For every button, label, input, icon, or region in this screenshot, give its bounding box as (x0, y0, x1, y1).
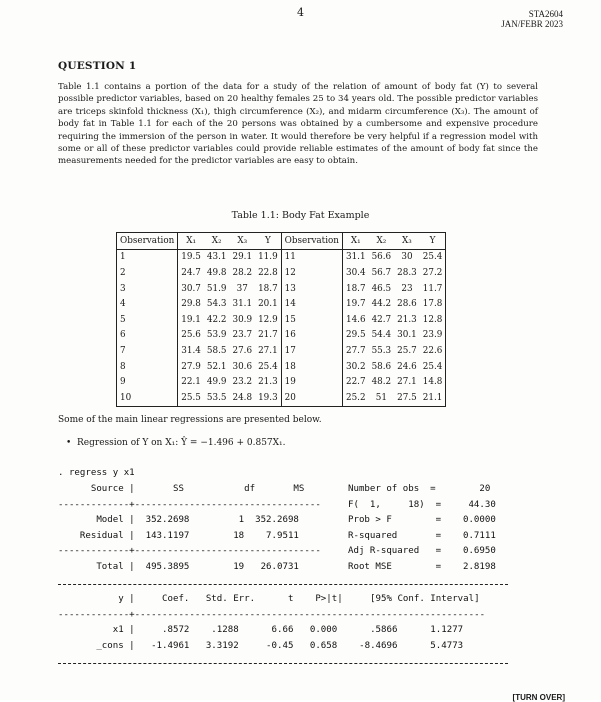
table-cell: 17 (281, 343, 342, 359)
divider (58, 584, 508, 585)
question-title: QUESTION 1 (58, 60, 137, 72)
table-cell: 27.6 (232, 345, 253, 356)
table-row (117, 265, 446, 281)
col-header: X₁ (342, 233, 368, 250)
table-row (117, 390, 446, 406)
table-cell: 19 (281, 374, 342, 390)
table-cell: 27.7 (345, 345, 366, 356)
table-cell: 30.4 (345, 267, 366, 278)
table-cell: 21.7 (258, 330, 278, 341)
col-header: X₂ (204, 233, 230, 250)
table-cell: 58.5 (206, 345, 227, 356)
table-header-row (117, 233, 446, 250)
course-code: STA2604 (528, 9, 563, 19)
table-cell: 30.9 (232, 314, 253, 325)
regressions-intro: Some of the main linear regressions are presented below. (58, 415, 322, 425)
table-row (117, 359, 446, 375)
table-cell: 27.5 (394, 390, 420, 406)
bullet-dot: • (66, 438, 78, 448)
stat-line: Number of obs = 20 (348, 484, 491, 494)
table-cell: 11.9 (258, 252, 278, 263)
table-cell: 18.7 (258, 283, 278, 294)
table-cell: 21.3 (397, 314, 417, 325)
table-cell: 12.8 (420, 312, 446, 328)
stat-line: Root MSE = 2.8198 (348, 561, 496, 572)
table-cell: 2 (117, 265, 178, 281)
col-header: Y (255, 233, 281, 250)
table-row (117, 296, 446, 312)
model-statistics (348, 482, 496, 576)
table-cell: 1 (117, 249, 178, 265)
table-cell: 44.2 (371, 299, 392, 310)
table-cell: 52.1 (206, 361, 227, 372)
table-cell: 3 (117, 281, 178, 297)
anova-line: -------------+---------------------------------- (58, 546, 321, 557)
table-cell: 42.7 (371, 314, 392, 325)
table-cell: 20 (281, 390, 342, 406)
table-cell: 22.6 (420, 343, 446, 359)
table-cell: 5 (117, 312, 178, 328)
table-cell: 31.1 (345, 252, 366, 263)
table-cell: 25.2 (342, 390, 368, 406)
table-cell: 27.9 (181, 361, 201, 372)
table-cell: 31.1 (232, 299, 253, 310)
stat-line: F( 1, 18) = 44.30 (348, 499, 496, 510)
table-cell: 42.2 (206, 314, 227, 325)
table-cell: 22.1 (181, 377, 201, 388)
table-cell: 17.8 (420, 296, 446, 312)
table-cell: 19.5 (181, 252, 201, 263)
table-row (117, 343, 446, 359)
table-cell: 25.4 (258, 361, 278, 372)
table-cell: 4 (117, 296, 178, 312)
table-row (117, 281, 446, 297)
coef-line: y | Coef. Std. Err. t P>|t| [95% Conf. Interval] (58, 594, 480, 604)
table-cell: 24.8 (229, 390, 255, 406)
table-cell: 48.2 (371, 377, 392, 388)
table-cell: 9 (117, 374, 178, 390)
table-cell: 30.1 (397, 330, 417, 341)
table-cell: 51 (369, 390, 395, 406)
table-row (117, 249, 446, 265)
col-header: Observation (281, 233, 342, 250)
col-header: Observation (117, 233, 178, 250)
col-header: X₂ (369, 233, 395, 250)
anova-line: Source | SS df MS (58, 484, 305, 494)
table-cell: 25.6 (181, 330, 201, 341)
table-body (117, 249, 446, 406)
table-cell: 7 (117, 343, 178, 359)
table-caption: Table 1.1: Body Fat Example (231, 210, 370, 221)
table-cell: 58.6 (371, 361, 392, 372)
table-cell: 25.4 (420, 359, 446, 375)
anova-line: Model | 352.2698 1 352.2698 (58, 515, 299, 526)
table-cell: 14.8 (420, 374, 446, 390)
table-cell: 49.8 (206, 267, 227, 278)
table-cell: 19.1 (181, 314, 201, 325)
table-cell: 8 (117, 359, 178, 375)
coef-line: x1 | .8572 .1288 6.66 0.000 .5866 1.1277 (58, 625, 464, 636)
table-cell: 25.4 (420, 249, 446, 265)
table-cell: 46.5 (371, 283, 392, 294)
table-cell: 30 (401, 252, 413, 263)
col-header: Y (420, 233, 446, 250)
table-cell: 24.7 (181, 267, 201, 278)
table-cell: 28.6 (397, 299, 417, 310)
divider (58, 663, 508, 664)
table-cell: 21.3 (258, 377, 278, 388)
table-cell: 13 (281, 281, 342, 297)
table-cell: 56.6 (371, 252, 392, 263)
col-header: X₁ (178, 233, 204, 250)
stata-command: . regress y x1 (58, 468, 135, 478)
col-header: X₃ (394, 233, 420, 250)
table-cell: 23 (401, 283, 413, 294)
table-cell: 27.2 (420, 265, 446, 281)
table-cell: 31.4 (181, 345, 201, 356)
anova-line: Residual | 143.1197 18 7.9511 (58, 530, 299, 541)
table-cell: 28.3 (397, 267, 417, 278)
stat-line: Prob > F = 0.0000 (348, 515, 496, 526)
table-cell: 27.1 (397, 377, 417, 388)
table-cell: 29.8 (181, 299, 201, 310)
table-cell: 16 (281, 328, 342, 344)
table-cell: 53.9 (206, 330, 227, 341)
table-cell: 53.5 (204, 390, 230, 406)
table-cell: 19.7 (345, 299, 366, 310)
table-cell: 51.9 (206, 283, 227, 294)
table-cell: 56.7 (371, 267, 392, 278)
body-fat-table (116, 232, 446, 407)
table-cell: 15 (281, 312, 342, 328)
coef-line: -------------+---------------------------------------------------------------- (58, 609, 486, 620)
anova-line: Total | 495.3895 19 26.0731 (58, 561, 299, 572)
table-cell: 18.7 (345, 283, 366, 294)
table-cell: 27.1 (258, 345, 278, 356)
col-header: X₃ (229, 233, 255, 250)
regression-equation: Regression of Y on X₁: Ŷ = −1.496 + 0.857X₁. (77, 438, 286, 448)
table-cell: 25.7 (397, 345, 417, 356)
table-cell: 22.7 (345, 377, 366, 388)
table-cell: 12.9 (258, 314, 278, 325)
turn-over-note: [TURN OVER] (512, 693, 565, 702)
table-row (117, 312, 446, 328)
course-header (501, 9, 563, 29)
table-cell: 49.9 (206, 377, 227, 388)
table-cell: 54.3 (206, 299, 227, 310)
table-cell: 55.3 (371, 345, 392, 356)
exam-session: JAN/FEBR 2023 (501, 19, 563, 29)
table-cell: 6 (117, 328, 178, 344)
table-cell: 30.2 (345, 361, 366, 372)
stat-line: R-squared = 0.7111 (348, 530, 496, 541)
coef-line: _cons | -1.4961 3.3192 -0.45 0.658 -8.4696 5.4773 (58, 640, 464, 651)
table-cell: 54.4 (371, 330, 392, 341)
table-cell: 25.5 (178, 390, 204, 406)
table-cell: 19.3 (255, 390, 281, 406)
coefficient-table (58, 592, 485, 654)
table-cell: 24.6 (397, 361, 417, 372)
table-cell: 20.1 (258, 299, 278, 310)
table-cell: 43.1 (206, 252, 227, 263)
stat-line: Adj R-squared = 0.6950 (348, 546, 496, 557)
table-row (117, 328, 446, 344)
table-cell: 23.9 (420, 328, 446, 344)
table-cell: 37 (236, 283, 248, 294)
table-cell: 28.2 (232, 267, 253, 278)
table-cell: 23.2 (232, 377, 253, 388)
anova-line: -------------+---------------------------------- (58, 499, 321, 510)
table-cell: 29.5 (345, 330, 366, 341)
table-cell: 29.1 (232, 252, 253, 263)
table-cell: 11 (281, 249, 342, 265)
table-cell: 11.7 (420, 281, 446, 297)
table-cell: 21.1 (420, 390, 446, 406)
table-row (117, 374, 446, 390)
table-cell: 14.6 (345, 314, 366, 325)
table-cell: 30.7 (181, 283, 201, 294)
table-cell: 18 (281, 359, 342, 375)
table-cell: 14 (281, 296, 342, 312)
table-cell: 23.7 (232, 330, 253, 341)
question-paragraph: Table 1.1 contains a portion of the data for a study of the relation of amount of body fat (Y) to several possible predictor variables, based on 20 healthy females 25 to 34 years old. The possible predictor variables are triceps skinfold thickness (X₁), thigh circumference (X₂), and midarm circumference (X₃). The amount of body fat in Table 1.1 for each of the 20 persons was obtained by a cumbersome and expensive procedure requiring the immersion of the person in water. It would therefore be very helpful if a regression model with some or all of these predictor variables could provide reliable estimates of the amount of body fat since the measurements needed for the predictor variables are easy to obtain. (58, 82, 538, 167)
table-cell: 12 (281, 265, 342, 281)
table-cell: 30.6 (232, 361, 253, 372)
page-number: 4 (297, 6, 304, 19)
anova-table (58, 482, 321, 576)
table-cell: 10 (117, 390, 178, 406)
regression-bullet (66, 438, 286, 448)
table-cell: 22.8 (258, 267, 278, 278)
